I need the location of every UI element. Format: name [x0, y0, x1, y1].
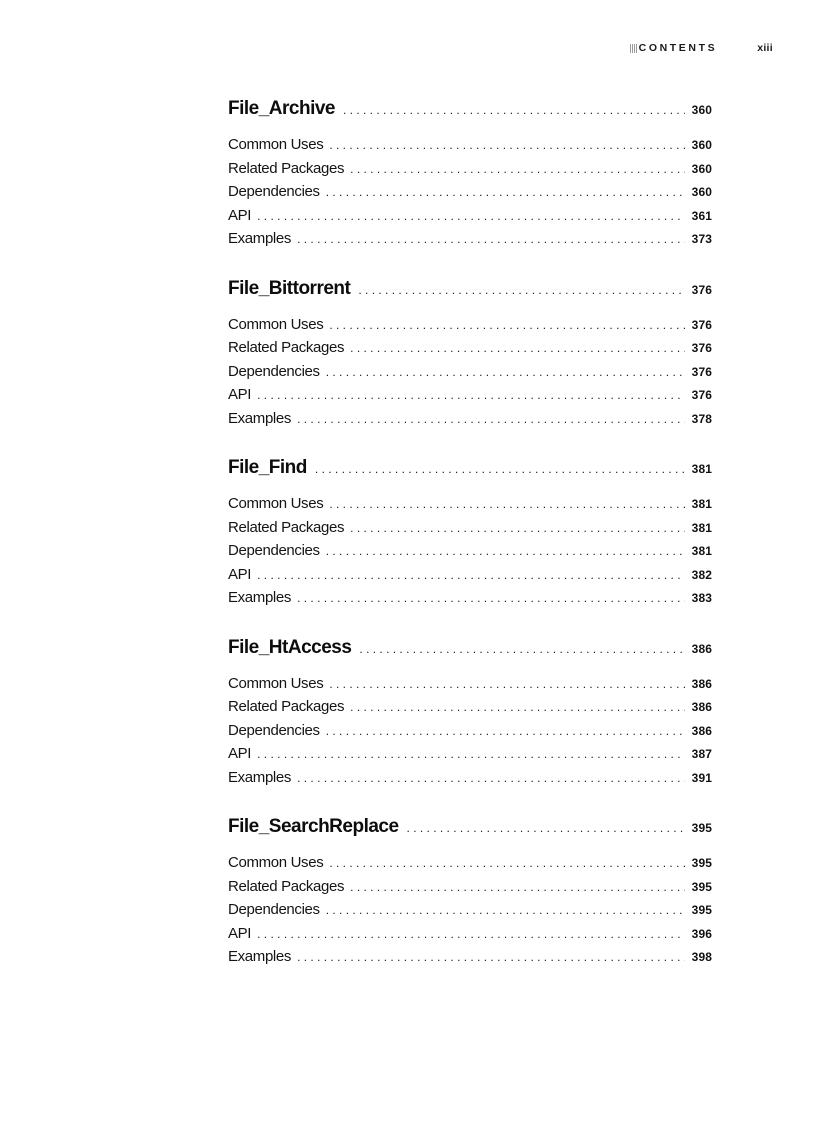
- toc-heading-page: 381: [691, 462, 712, 476]
- toc-subentry-page: 387: [691, 747, 712, 761]
- toc-entry: [228, 637, 712, 793]
- toc-subentry: [228, 160, 712, 184]
- toc-subentry: [228, 386, 712, 410]
- toc-subentry-page: 360: [691, 185, 712, 199]
- toc-subentry-title: Related Packages: [228, 518, 345, 536]
- toc-subentry: [228, 878, 712, 902]
- toc-subentry: [228, 769, 712, 793]
- dot-leader: [350, 880, 685, 894]
- hatch-mark-icon: [630, 44, 638, 53]
- toc-heading-page: 386: [691, 641, 712, 656]
- toc-subentry-title: Examples: [228, 409, 292, 427]
- toc-subentry-title: Related Packages: [228, 877, 345, 895]
- toc-subentry-title: API: [228, 206, 252, 224]
- running-header-section: CONTENTS: [638, 42, 718, 54]
- toc-subentry-page: 386: [691, 723, 712, 738]
- toc-heading: [228, 98, 712, 125]
- toc-subentry-title: Dependencies: [228, 183, 320, 200]
- toc-subentry-page: 396: [691, 926, 712, 941]
- dot-leader: [326, 185, 685, 199]
- toc-subentry-page: 378: [691, 411, 712, 426]
- dot-leader: [350, 700, 685, 714]
- toc-subentry: [228, 589, 712, 613]
- toc-subentry-title: Dependencies: [228, 542, 320, 559]
- dot-leader: [326, 544, 685, 558]
- toc-subentry: [228, 948, 712, 972]
- toc-subentry-page: 382: [691, 567, 712, 582]
- toc-subentry-page: 395: [691, 856, 712, 870]
- toc-subentry: [228, 675, 712, 699]
- toc-entry: [228, 816, 712, 972]
- toc-subentry-title: API: [228, 745, 252, 762]
- dot-leader: [350, 521, 685, 535]
- dot-leader: [297, 591, 685, 605]
- dot-leader: [257, 568, 685, 582]
- toc-subentry: [228, 745, 712, 769]
- toc-subentry-title: Common Uses: [228, 136, 324, 153]
- toc-entry: [228, 98, 712, 254]
- toc-subentry-title: Common Uses: [228, 674, 324, 692]
- dot-leader: [297, 232, 685, 246]
- toc-heading-title: File_Archive: [228, 98, 335, 119]
- toc-heading: [228, 278, 712, 305]
- dot-leader: [257, 747, 685, 761]
- toc-subentry-page: 376: [691, 341, 712, 355]
- toc-heading-page: 395: [691, 821, 712, 835]
- toc-subentry-title: Dependencies: [228, 362, 320, 380]
- toc-subentry-page: 391: [691, 770, 712, 785]
- toc-subentry-page: 386: [691, 676, 712, 691]
- toc-subentry: [228, 542, 712, 566]
- toc-subentry-page: 360: [691, 138, 712, 152]
- toc-subentry: [228, 339, 712, 363]
- dot-leader: [350, 341, 685, 355]
- toc-subentry-title: Dependencies: [228, 721, 320, 739]
- table-of-contents: [228, 98, 712, 996]
- dot-leader: [315, 462, 685, 476]
- toc-entry: [228, 457, 712, 613]
- toc-subentry-title: Examples: [228, 589, 292, 606]
- dot-leader: [358, 283, 685, 297]
- dot-leader: [359, 642, 685, 656]
- toc-subentry-page: 398: [691, 950, 712, 964]
- toc-subentry: [228, 136, 712, 160]
- dot-leader: [343, 103, 685, 117]
- toc-subentry: [228, 207, 712, 231]
- toc-subentry-title: Related Packages: [228, 339, 345, 356]
- toc-heading: [228, 816, 712, 843]
- toc-subentry-page: 376: [691, 317, 712, 332]
- toc-subentry-page: 395: [691, 879, 712, 894]
- toc-subentry-page: 383: [691, 591, 712, 605]
- page-number: xiii: [757, 42, 773, 54]
- dot-leader: [329, 318, 685, 332]
- toc-subentry-title: API: [228, 565, 252, 583]
- toc-subentry-page: 361: [691, 208, 712, 223]
- toc-subentry: [228, 854, 712, 878]
- dot-leader: [329, 856, 685, 870]
- dot-leader: [297, 771, 685, 785]
- toc-subentry-title: API: [228, 924, 252, 942]
- dot-leader: [297, 412, 685, 426]
- toc-heading: [228, 457, 712, 484]
- toc-entry: [228, 278, 712, 434]
- toc-subentry: [228, 363, 712, 387]
- toc-heading: [228, 637, 712, 664]
- toc-subentry-page: 376: [691, 364, 712, 379]
- toc-subentry-title: Common Uses: [228, 495, 324, 512]
- toc-subentry-title: API: [228, 386, 252, 403]
- toc-subentry: [228, 410, 712, 434]
- dot-leader: [326, 903, 685, 917]
- toc-subentry: [228, 230, 712, 254]
- toc-subentry-page: 381: [691, 544, 712, 558]
- toc-subentry: [228, 495, 712, 519]
- toc-subentry-title: Dependencies: [228, 901, 320, 918]
- toc-subentry-title: Related Packages: [228, 159, 345, 177]
- running-header: [630, 41, 773, 55]
- toc-subentry-page: 386: [691, 700, 712, 714]
- toc-heading-title: File_HtAccess: [228, 636, 352, 658]
- toc-subentry-page: 381: [691, 520, 712, 535]
- dot-leader: [326, 724, 685, 738]
- dot-leader: [329, 677, 685, 691]
- dot-leader: [257, 388, 685, 402]
- toc-subentry: [228, 566, 712, 590]
- toc-subentry-title: Common Uses: [228, 315, 324, 333]
- toc-heading-title: File_Bittorrent: [228, 277, 351, 299]
- toc-heading-page: 360: [691, 103, 712, 117]
- toc-subentry-page: 381: [691, 497, 712, 511]
- dot-leader: [407, 821, 685, 835]
- dot-leader: [350, 162, 685, 176]
- toc-subentry-title: Common Uses: [228, 854, 324, 871]
- toc-heading-page: 376: [691, 282, 712, 297]
- dot-leader: [257, 927, 685, 941]
- toc-subentry: [228, 183, 712, 207]
- toc-subentry-page: 373: [691, 232, 712, 246]
- toc-subentry-page: 360: [691, 161, 712, 176]
- toc-subentry: [228, 901, 712, 925]
- toc-subentry: [228, 519, 712, 543]
- toc-subentry: [228, 698, 712, 722]
- toc-subentry: [228, 316, 712, 340]
- dot-leader: [297, 950, 685, 964]
- dot-leader: [329, 497, 685, 511]
- dot-leader: [326, 365, 685, 379]
- toc-subentry-title: Examples: [228, 230, 292, 247]
- toc-subentry-title: Related Packages: [228, 698, 345, 715]
- toc-subentry-title: Examples: [228, 768, 292, 786]
- toc-heading-title: File_Find: [228, 457, 307, 478]
- toc-subentry-page: 395: [691, 903, 712, 917]
- dot-leader: [329, 138, 685, 152]
- toc-heading-title: File_SearchReplace: [228, 816, 399, 837]
- toc-subentry: [228, 925, 712, 949]
- toc-subentry-title: Examples: [228, 948, 292, 965]
- dot-leader: [257, 209, 685, 223]
- toc-subentry: [228, 722, 712, 746]
- toc-subentry-page: 376: [691, 388, 712, 402]
